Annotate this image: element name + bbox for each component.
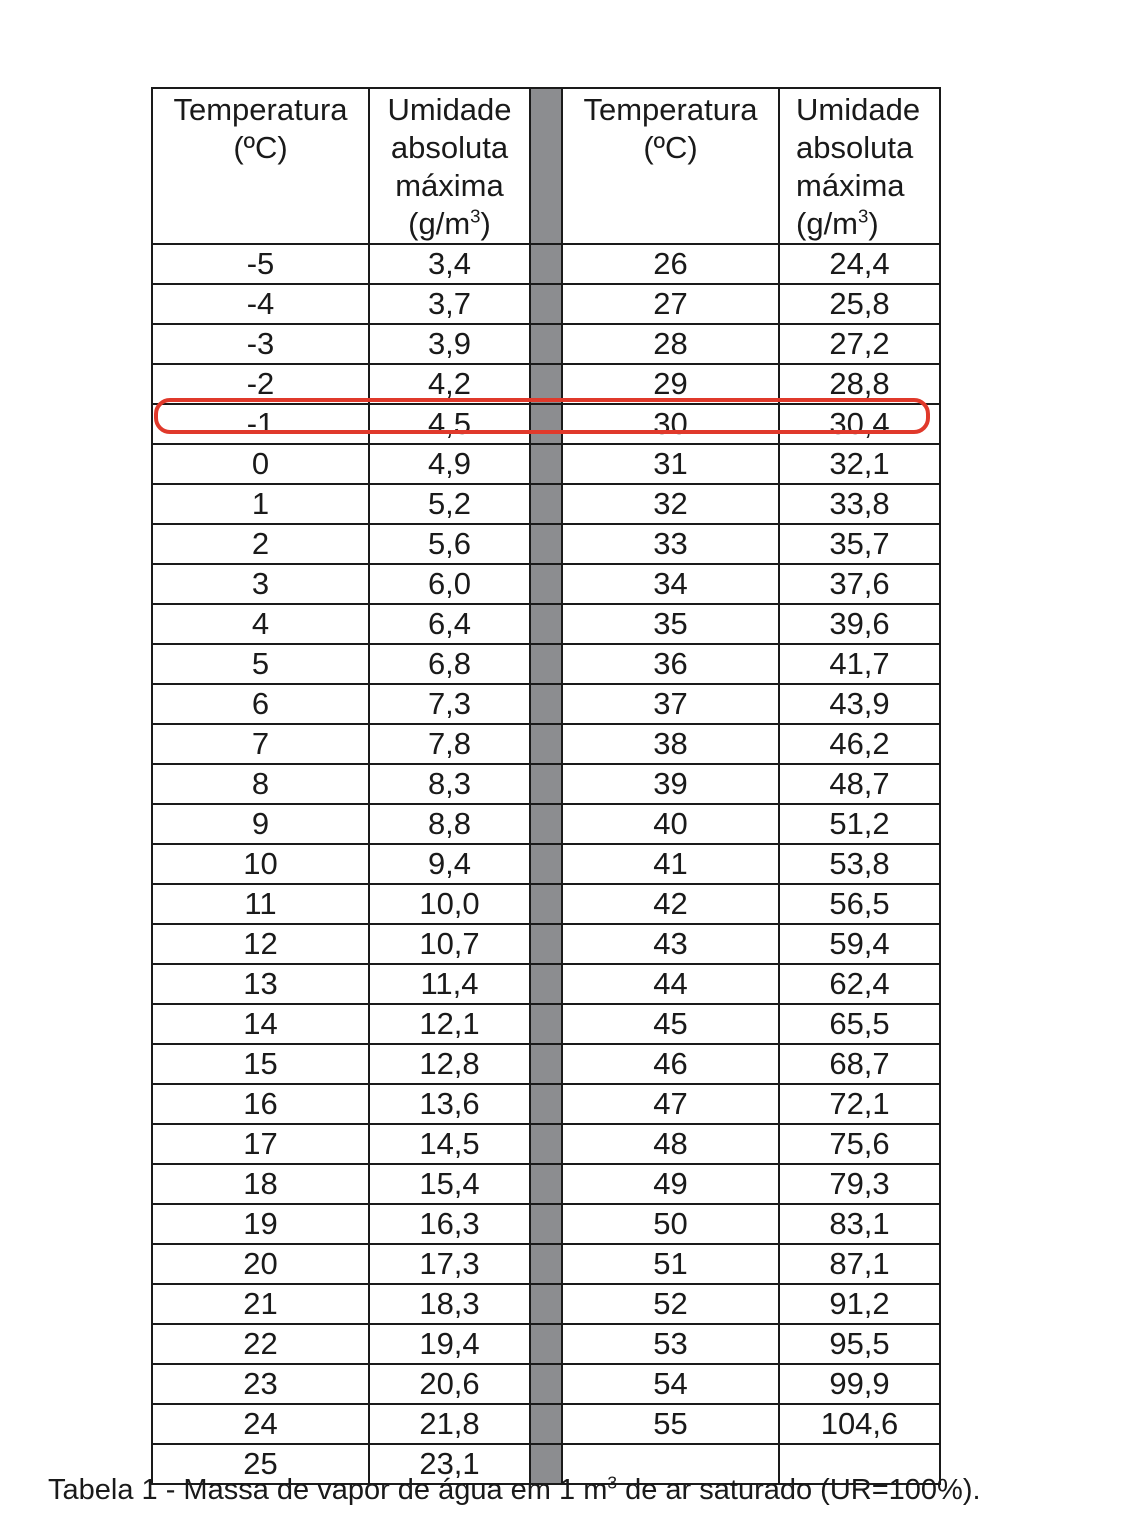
humidity-cell-right: 30,4 [779,404,940,444]
humidity-cell-left: 12,1 [369,1004,530,1044]
header-temperature-unit: (ºC) [233,130,288,165]
header-temperature-right [562,88,779,244]
table-row [152,364,940,404]
temperature-cell-left: 13 [152,964,369,1004]
column-separator [530,1364,562,1404]
humidity-cell-right: 53,8 [779,844,940,884]
column-separator [530,88,562,244]
column-separator [530,924,562,964]
temperature-cell-left: 21 [152,1284,369,1324]
table-row [152,924,940,964]
temperature-cell-right: 52 [562,1284,779,1324]
humidity-cell-right: 56,5 [779,884,940,924]
humidity-cell-right: 41,7 [779,644,940,684]
table-row [152,1084,940,1124]
temperature-cell-left: 3 [152,564,369,604]
table-row [152,1044,940,1084]
temperature-cell-left: -1 [152,404,369,444]
column-separator [530,1324,562,1364]
humidity-table-container [151,87,939,1485]
temperature-cell-left: 15 [152,1044,369,1084]
humidity-cell-right: 72,1 [779,1084,940,1124]
header-temperature-unit: (ºC) [643,130,698,165]
column-separator [530,444,562,484]
humidity-cell-left: 21,8 [369,1404,530,1444]
humidity-cell-left: 5,2 [369,484,530,524]
column-separator [530,1404,562,1444]
temperature-cell-left: 18 [152,1164,369,1204]
temperature-cell-left: 20 [152,1244,369,1284]
humidity-cell-left: 15,4 [369,1164,530,1204]
humidity-cell-left: 10,0 [369,884,530,924]
table-row [152,324,940,364]
header-humidity-line2: absoluta [796,130,914,165]
table-row [152,1284,940,1324]
table-row [152,564,940,604]
temperature-cell-right: 39 [562,764,779,804]
temperature-cell-left: 14 [152,1004,369,1044]
humidity-cell-right: 28,8 [779,364,940,404]
humidity-cell-left: 5,6 [369,524,530,564]
humidity-cell-left: 14,5 [369,1124,530,1164]
column-separator [530,884,562,924]
table-row [152,444,940,484]
header-humidity-line2: absoluta [390,130,509,165]
temperature-cell-right: 53 [562,1324,779,1364]
header-humidity-line3: máxima [796,168,905,203]
temperature-cell-left: -4 [152,284,369,324]
temperature-cell-right: 27 [562,284,779,324]
humidity-cell-left: 6,8 [369,644,530,684]
humidity-cell-right: 33,8 [779,484,940,524]
humidity-cell-left: 6,0 [369,564,530,604]
temperature-cell-right: 42 [562,884,779,924]
column-separator [530,404,562,444]
humidity-cell-left: 3,9 [369,324,530,364]
header-temperature-label: Temperatura [173,92,348,127]
header-humidity-line1: Umidade [796,92,921,127]
column-separator [530,484,562,524]
temperature-cell-left: 1 [152,484,369,524]
temperature-cell-left: 5 [152,644,369,684]
temperature-cell-left: 12 [152,924,369,964]
humidity-cell-right: 68,7 [779,1044,940,1084]
table-row [152,604,940,644]
table-caption: Tabela 1 - Massa de vapor de água em 1 $m^3$ de ar saturado (UR=100%). [48,1472,981,1506]
humidity-cell-right: 59,4 [779,924,940,964]
temperature-cell-right: 48 [562,1124,779,1164]
temperature-cell-left: 25 [152,1444,369,1484]
temperature-cell-right: 54 [562,1364,779,1404]
temperature-cell-right: 46 [562,1044,779,1084]
temperature-cell-right: 29 [562,364,779,404]
column-separator [530,1244,562,1284]
temperature-cell-right: 35 [562,604,779,644]
temperature-cell-right: 34 [562,564,779,604]
table-row [152,804,940,844]
table-row [152,1404,940,1444]
header-temperature-left [152,88,369,244]
column-separator [530,684,562,724]
column-separator [530,1204,562,1244]
humidity-cell-left: 11,4 [369,964,530,1004]
humidity-cell-right: 43,9 [779,684,940,724]
column-separator [530,524,562,564]
temperature-cell-left: -2 [152,364,369,404]
humidity-cell-left: 3,4 [369,244,530,284]
humidity-cell-right: 65,5 [779,1004,940,1044]
temperature-cell-right: 26 [562,244,779,284]
column-separator [530,1084,562,1124]
temperature-cell-left: 22 [152,1324,369,1364]
column-separator [530,1124,562,1164]
header-temperature-label: Temperatura [583,92,758,127]
table-row [152,1164,940,1204]
table-row [152,684,940,724]
humidity-cell-left: 7,8 [369,724,530,764]
header-humidity-unit: $(g/m^3)$ [796,205,879,241]
temperature-cell-right: 41 [562,844,779,884]
humidity-cell-right: 32,1 [779,444,940,484]
table-row [152,1324,940,1364]
column-separator [530,1164,562,1204]
temperature-cell-left: 2 [152,524,369,564]
temperature-cell-right: 32 [562,484,779,524]
humidity-cell-right: 95,5 [779,1324,940,1364]
table-row [152,1364,940,1404]
header-humidity-left [369,88,530,244]
temperature-cell-left: 0 [152,444,369,484]
humidity-cell-left: 16,3 [369,1204,530,1244]
temperature-cell-right: 38 [562,724,779,764]
humidity-cell-right: 99,9 [779,1364,940,1404]
humidity-cell-left: 23,1 [369,1444,530,1484]
temperature-cell-left: 10 [152,844,369,884]
humidity-cell-left: 4,2 [369,364,530,404]
humidity-cell-right: 25,8 [779,284,940,324]
temperature-cell-right: 40 [562,804,779,844]
header-humidity-line1: Umidade [387,92,512,127]
humidity-cell-right: 91,2 [779,1284,940,1324]
temperature-cell-right: 30 [562,404,779,444]
humidity-cell-right: 35,7 [779,524,940,564]
column-separator [530,604,562,644]
temperature-cell-left: 9 [152,804,369,844]
humidity-cell-left: 9,4 [369,844,530,884]
humidity-cell-left: 8,3 [369,764,530,804]
table-row [152,644,940,684]
temperature-cell-left: 17 [152,1124,369,1164]
humidity-cell-right: 48,7 [779,764,940,804]
table-row [152,484,940,524]
humidity-cell-left: 8,8 [369,804,530,844]
humidity-cell-left: 12,8 [369,1044,530,1084]
table-row [152,244,940,284]
temperature-cell-left: 19 [152,1204,369,1244]
temperature-cell-left: 11 [152,884,369,924]
temperature-cell-right: 44 [562,964,779,1004]
temperature-cell-left: -5 [152,244,369,284]
temperature-cell-right: 28 [562,324,779,364]
temperature-cell-right: 31 [562,444,779,484]
header-humidity-line3: máxima [395,168,504,203]
temperature-cell-right: 47 [562,1084,779,1124]
humidity-cell-right: 62,4 [779,964,940,1004]
column-separator [530,244,562,284]
column-separator [530,324,562,364]
humidity-cell-right: 46,2 [779,724,940,764]
table-row [152,964,940,1004]
table-row [152,404,940,444]
column-separator [530,564,562,604]
humidity-cell-right: 79,3 [779,1164,940,1204]
column-separator [530,844,562,884]
humidity-cell-left: 4,9 [369,444,530,484]
temperature-cell-right: 45 [562,1004,779,1044]
column-separator [530,284,562,324]
humidity-cell-right: 27,2 [779,324,940,364]
humidity-cell-left: 13,6 [369,1084,530,1124]
temperature-cell-right: 51 [562,1244,779,1284]
column-separator [530,1044,562,1084]
humidity-cell-right: 83,1 [779,1204,940,1244]
temperature-cell-left: -3 [152,324,369,364]
column-separator [530,644,562,684]
temperature-cell-right: 55 [562,1404,779,1444]
humidity-cell-left: 6,4 [369,604,530,644]
humidity-cell-right: 37,6 [779,564,940,604]
humidity-cell-right: 75,6 [779,1124,940,1164]
column-separator [530,1284,562,1324]
humidity-cell-left: 20,6 [369,1364,530,1404]
table-header-row [152,88,940,244]
temperature-cell-right: 36 [562,644,779,684]
temperature-cell-right: 49 [562,1164,779,1204]
table-row [152,1004,940,1044]
table-row [152,724,940,764]
humidity-cell-right: 87,1 [779,1244,940,1284]
temperature-cell-left: 23 [152,1364,369,1404]
temperature-cell-left: 6 [152,684,369,724]
temperature-cell-right: 37 [562,684,779,724]
humidity-cell-left: 18,3 [369,1284,530,1324]
humidity-cell-right: 51,2 [779,804,940,844]
table-row [152,284,940,324]
column-separator [530,724,562,764]
humidity-cell-left: 4,5 [369,404,530,444]
column-separator [530,764,562,804]
table-row [152,844,940,884]
table-row [152,884,940,924]
temperature-cell-left: 4 [152,604,369,644]
humidity-table [151,87,941,1485]
temperature-cell-right: 43 [562,924,779,964]
temperature-cell-left: 16 [152,1084,369,1124]
header-humidity-unit: $(g/m^3)$ [408,205,491,241]
column-separator [530,964,562,1004]
humidity-cell-right: 24,4 [779,244,940,284]
header-humidity-right [779,88,940,244]
column-separator [530,364,562,404]
humidity-cell-right: 104,6 [779,1404,940,1444]
table-body [152,244,940,1484]
table-row [152,764,940,804]
humidity-cell-left: 10,7 [369,924,530,964]
temperature-cell-left: 24 [152,1404,369,1444]
table-row [152,1204,940,1244]
humidity-cell-left: 3,7 [369,284,530,324]
humidity-cell-left: 7,3 [369,684,530,724]
temperature-cell-right: 33 [562,524,779,564]
temperature-cell-left: 7 [152,724,369,764]
column-separator [530,804,562,844]
table-row [152,524,940,564]
humidity-cell-left: 17,3 [369,1244,530,1284]
temperature-cell-left: 8 [152,764,369,804]
humidity-cell-left: 19,4 [369,1324,530,1364]
table-row [152,1124,940,1164]
temperature-cell-right: 50 [562,1204,779,1244]
humidity-cell-right: 39,6 [779,604,940,644]
column-separator [530,1004,562,1044]
table-row [152,1244,940,1284]
